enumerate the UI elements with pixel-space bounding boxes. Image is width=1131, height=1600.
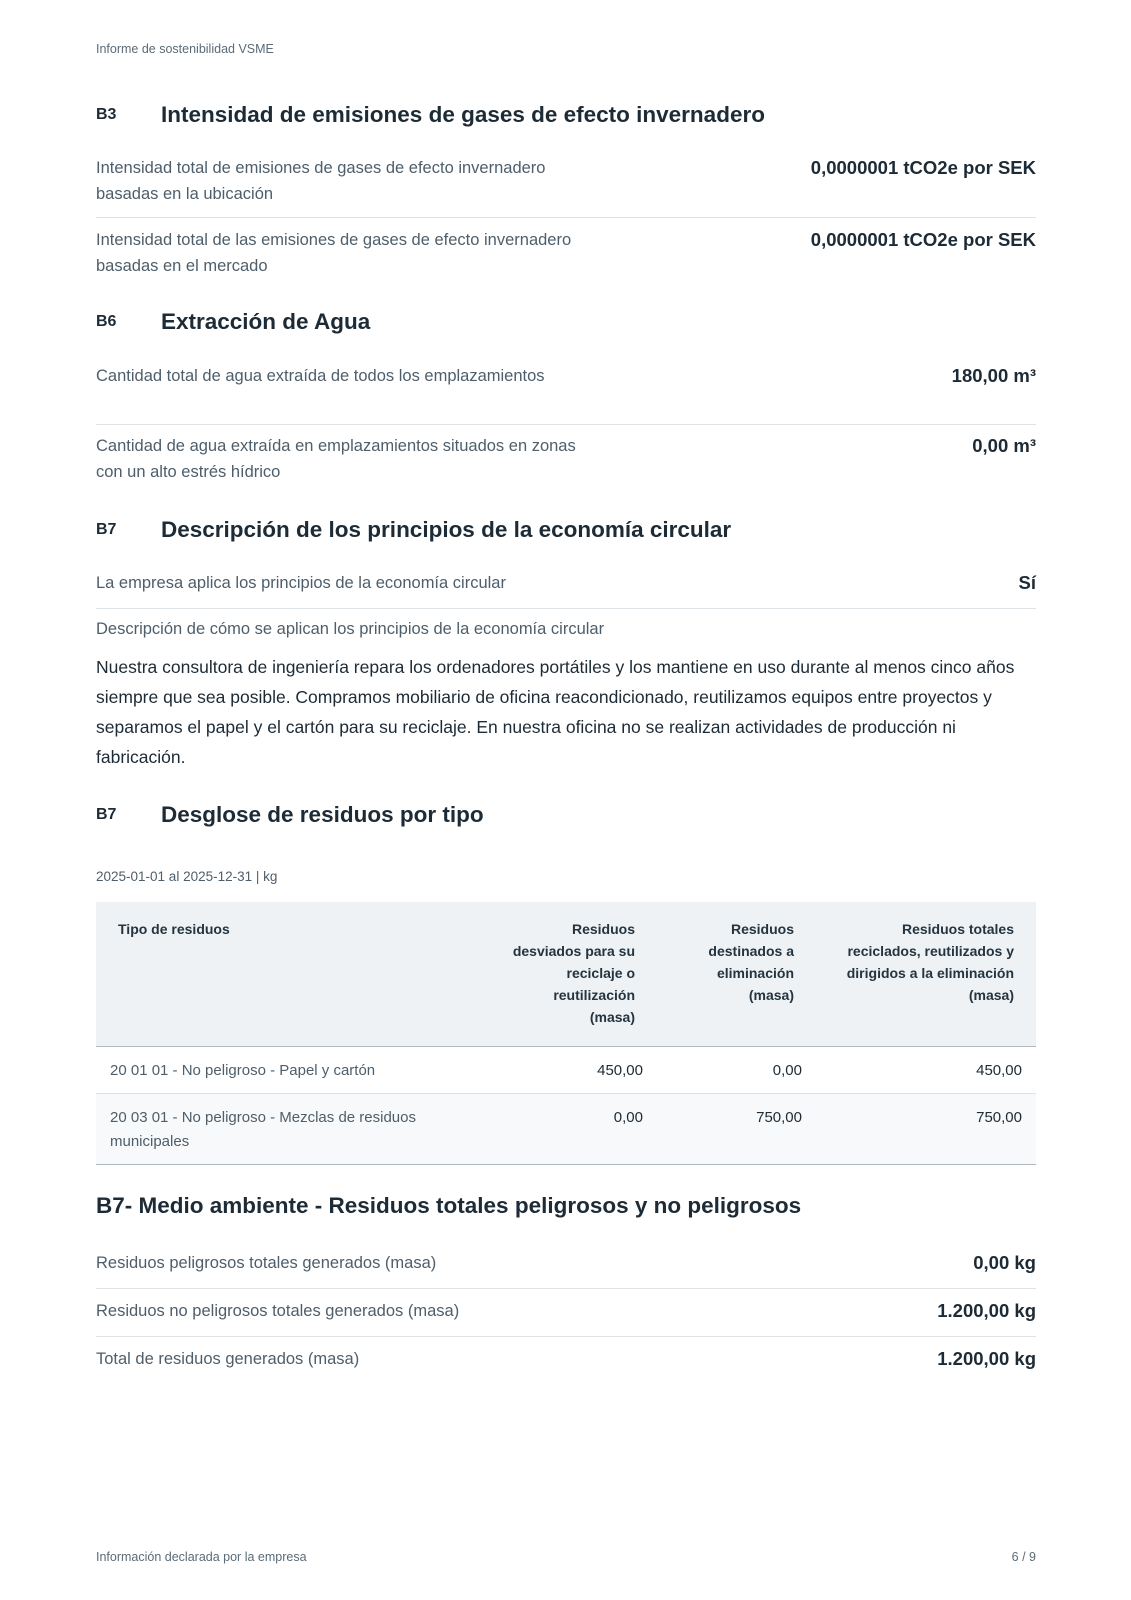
- column-header-waste-type: Tipo de residuos: [96, 902, 484, 1047]
- section-title: Intensidad de emisiones de gases de efecto invernadero: [161, 102, 765, 127]
- row-label: Residuos no peligrosos totales generados (masa): [96, 1302, 460, 1320]
- cell-total: 450,00: [976, 1062, 1022, 1079]
- table-row: [96, 1047, 1036, 1094]
- waste-table-period: 2025-01-01 al 2025-12-31 | kg: [96, 869, 278, 884]
- section-b3-heading: [96, 97, 1036, 133]
- row-value: 0,0000001 tCO2e por SEK: [810, 229, 1036, 250]
- section-code: B3: [96, 106, 117, 123]
- section-code: B6: [96, 313, 117, 330]
- row-label: Intensidad total de las emisiones de gases de efecto invernadero basadas en el mercado: [96, 231, 572, 275]
- row-value: 1.200,00 kg: [937, 1348, 1036, 1369]
- cell-diverted: 0,00: [613, 1109, 643, 1126]
- cell-disposal: 750,00: [756, 1109, 802, 1126]
- section-code: B7: [96, 806, 117, 823]
- b6-row-total-water: [96, 363, 1036, 425]
- row-value: 0,00 m³: [972, 435, 1036, 456]
- b3-row-location-intensity: [96, 155, 1036, 218]
- column-header-total: Residuos totales reciclados, reutilizados y dirigidos a la eliminación (masa): [816, 902, 1036, 1047]
- running-header: Informe de sostenibilidad VSME: [96, 42, 274, 56]
- page-number: 6 / 9: [1011, 1550, 1036, 1564]
- circular-description-text: Nuestra consultora de ingeniería repara los ordenadores portátiles y los mantiene en uso durante al menos cinco años siempre que sea posible. Compramos mobiliario de oficina reacondicionado, reutilizamos equipos entre proyectos y separamos el papel y el cartón para su reciclaje. En nuestra oficina no se realizan actividades de producción ni fabricación.: [96, 657, 1015, 767]
- row-value: 0,0000001 tCO2e por SEK: [810, 157, 1036, 178]
- totals-row-total: [96, 1346, 1036, 1384]
- cell-waste-type: 20 03 01 - No peligroso - Mezclas de residuos municipales: [110, 1109, 416, 1150]
- table-header-row: [96, 902, 1036, 1047]
- row-label: Cantidad de agua extraída en emplazamientos situados en zonas con un alto estrés hídrico: [96, 437, 576, 481]
- section-title: Descripción de los principios de la economía circular: [161, 517, 732, 542]
- waste-breakdown-table: [96, 902, 1036, 1165]
- circular-description-label: Descripción de cómo se aplican los principios de la economía circular: [96, 620, 605, 638]
- section-b7-waste-heading: [96, 797, 1036, 833]
- row-label: Cantidad total de agua extraída de todos los emplazamientos: [96, 367, 545, 385]
- footer-note: Información declarada por la empresa: [96, 1550, 307, 1564]
- section-title: Extracción de Agua: [161, 309, 371, 334]
- b6-row-high-stress-water: [96, 433, 1036, 487]
- totals-row-hazardous: [96, 1250, 1036, 1289]
- b7-row-applies-circular: [96, 570, 1036, 609]
- row-label: La empresa aplica los principios de la economía circular: [96, 574, 506, 592]
- cell-total: 750,00: [976, 1109, 1022, 1126]
- row-value: Sí: [1018, 572, 1036, 593]
- column-header-disposal: Residuos destinados a eliminación (masa): [657, 902, 816, 1047]
- row-value: 0,00 kg: [973, 1252, 1036, 1273]
- row-label: Total de residuos generados (masa): [96, 1350, 360, 1368]
- row-value: 1.200,00 kg: [937, 1300, 1036, 1321]
- section-b7-totals-heading: B7- Medio ambiente - Residuos totales peligrosos y no peligrosos: [96, 1193, 802, 1218]
- section-b6-heading: [96, 304, 1036, 340]
- totals-row-non-hazardous: [96, 1298, 1036, 1337]
- row-value: 180,00 m³: [951, 365, 1036, 386]
- cell-waste-type: 20 01 01 - No peligroso - Papel y cartón: [110, 1062, 376, 1079]
- running-footer: [96, 1550, 1036, 1564]
- b3-row-market-intensity: [96, 227, 1036, 281]
- table-row: [96, 1094, 1036, 1165]
- column-header-diverted: Residuos desviados para su reciclaje o reutilización (masa): [484, 902, 657, 1047]
- cell-disposal: 0,00: [772, 1062, 802, 1079]
- cell-diverted: 450,00: [597, 1062, 643, 1079]
- section-title: Desglose de residuos por tipo: [161, 802, 484, 827]
- row-label: Intensidad total de emisiones de gases de efecto invernadero basadas en la ubicación: [96, 159, 546, 203]
- section-code: B7: [96, 521, 117, 538]
- row-label: Residuos peligrosos totales generados (masa): [96, 1254, 437, 1272]
- section-b7-circular-heading: [96, 512, 1036, 548]
